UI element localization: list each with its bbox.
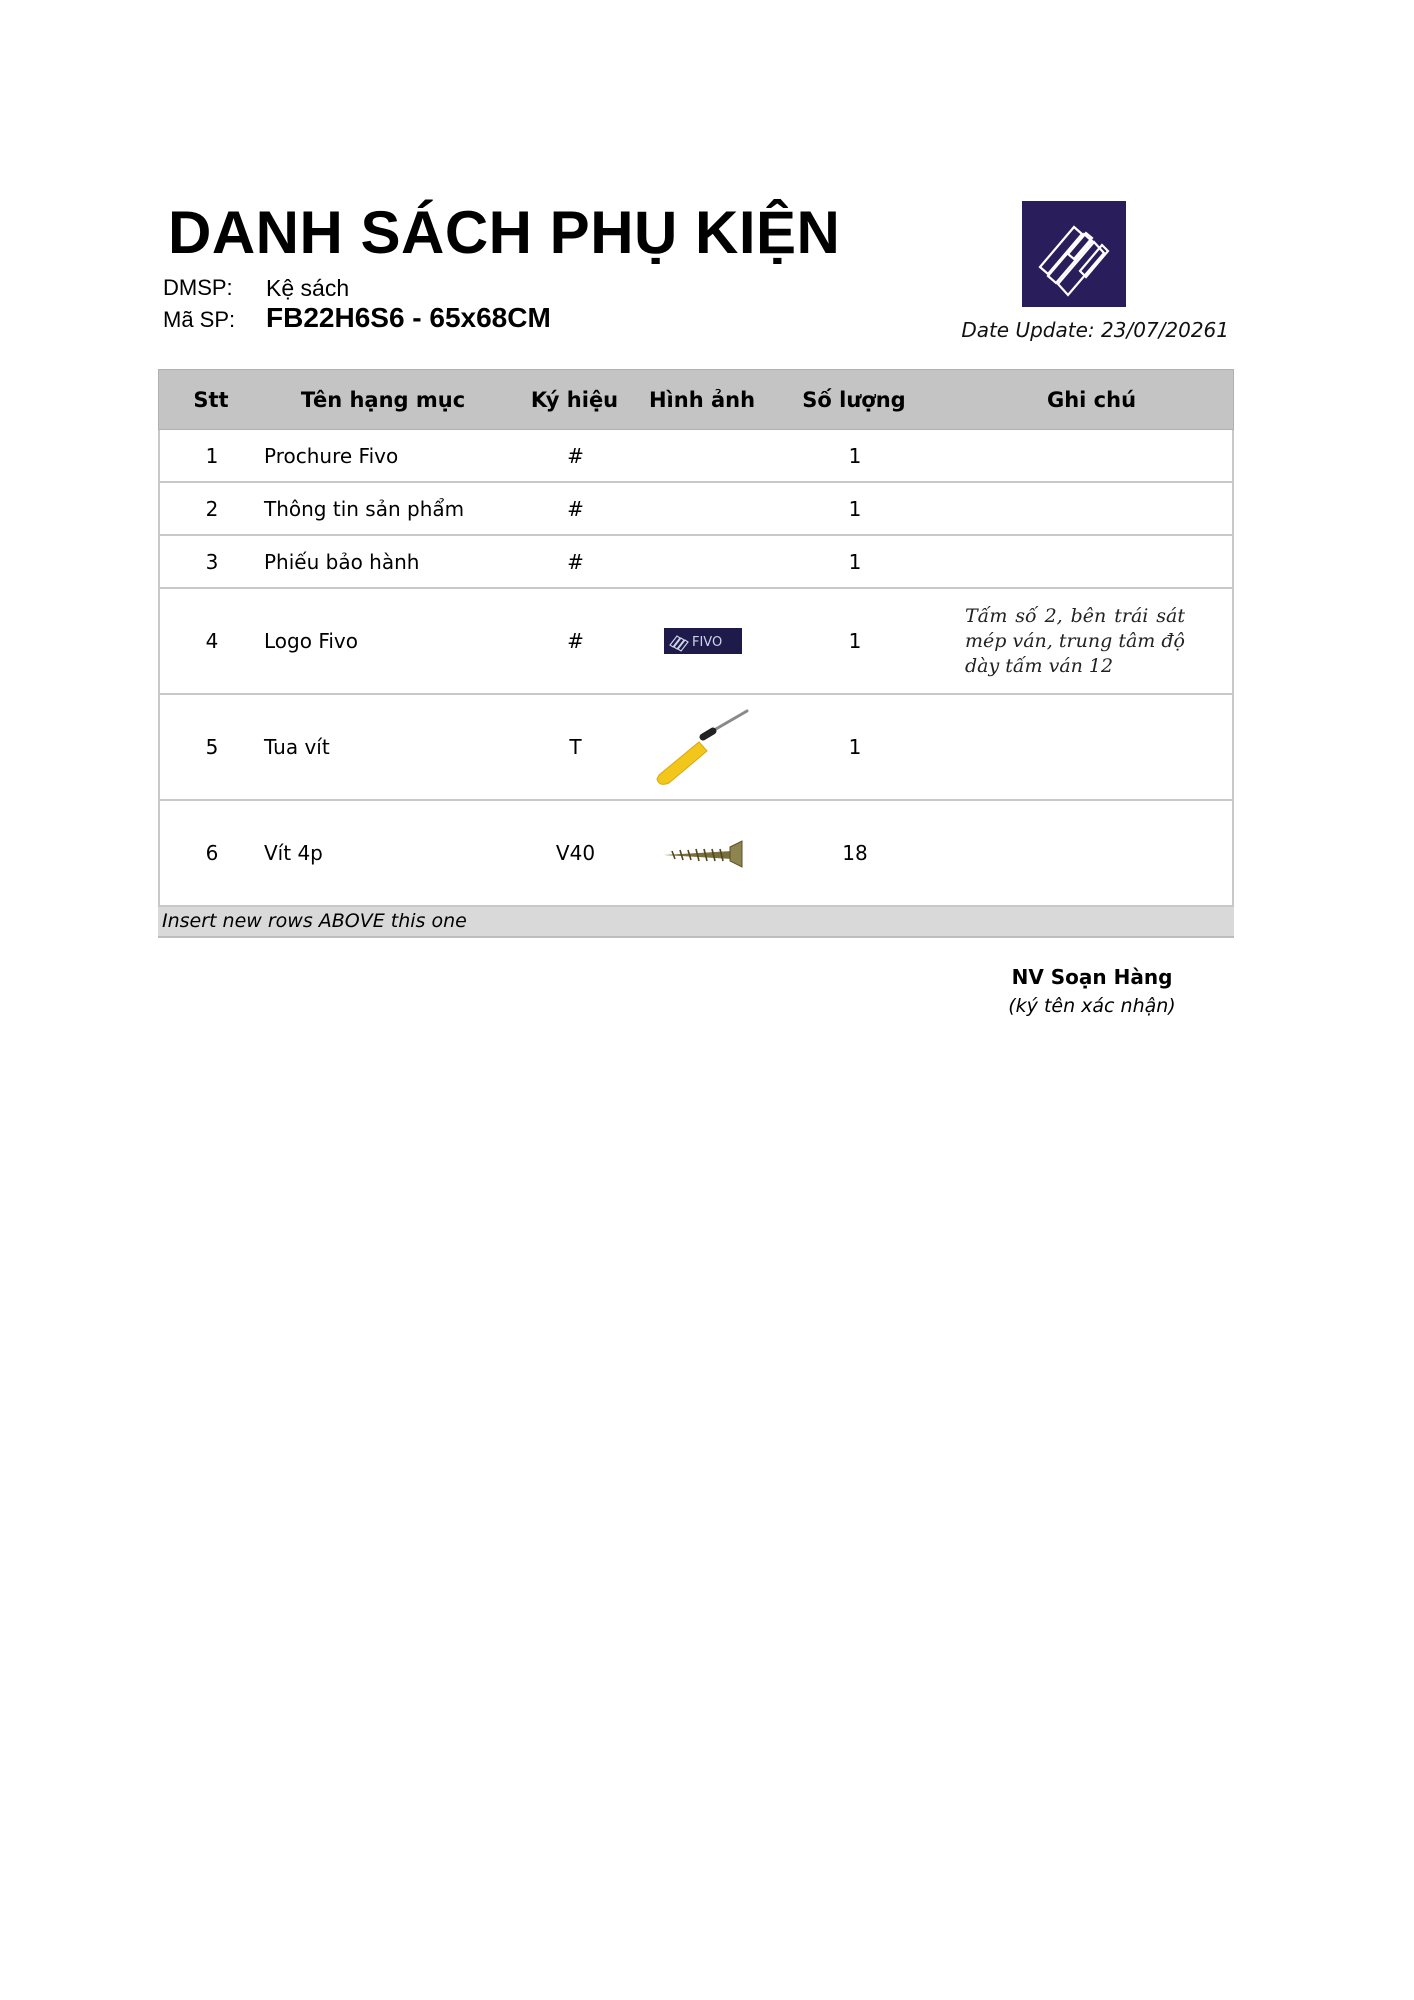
signer-title: NV Soạn Hàng: [1011, 965, 1173, 989]
row-symbol: #: [567, 549, 584, 574]
table-row: [158, 801, 1234, 907]
row-quantity: 1: [848, 496, 862, 521]
masp-value: FB22H6S6 - 65x68CM: [266, 302, 551, 333]
screw-icon: [658, 833, 748, 873]
dmsp-value: Kệ sách: [266, 275, 350, 301]
table-row: [158, 483, 1234, 536]
row-stt: 2: [205, 496, 219, 521]
header-name: Tên hạng mục: [300, 387, 466, 412]
document-title: DANH SÁCH PHỤ KIỆN: [168, 199, 841, 266]
table-row: [158, 536, 1234, 589]
row-image: [647, 833, 759, 873]
row-stt: 6: [205, 841, 219, 865]
row-symbol: #: [567, 443, 584, 468]
row-stt: 1: [205, 443, 219, 468]
row-image: [647, 628, 759, 654]
accessory-table: [158, 369, 1234, 938]
header-image: Hình ảnh: [648, 387, 756, 412]
table-row: [158, 589, 1234, 695]
fivo-plate-text: FIVO: [692, 635, 723, 650]
row-symbol: V40: [555, 841, 596, 865]
fivo-logo-plate-icon: [664, 628, 742, 654]
row-symbol: T: [569, 735, 582, 759]
row-quantity: 18: [842, 841, 868, 865]
row-quantity: 1: [848, 735, 862, 759]
row-stt: 4: [205, 629, 219, 653]
header-stt: Stt: [193, 387, 229, 412]
screwdriver-icon: [651, 707, 755, 787]
row-stt: 5: [205, 735, 219, 759]
row-symbol: #: [567, 629, 584, 653]
row-quantity: 1: [848, 549, 862, 574]
header-quantity: Số lượng: [802, 387, 906, 412]
date-update: Date Update: 23/07/20261: [961, 318, 1229, 342]
row-name: Phiếu bảo hành: [264, 549, 420, 574]
signer-instruction: (ký tên xác nhận): [1008, 995, 1176, 1017]
dmsp-label: DMSP:: [163, 275, 233, 300]
table-row: [158, 695, 1234, 801]
row-name: Tua vít: [264, 735, 330, 759]
row-name: Vít 4p: [264, 841, 323, 865]
row-quantity: 1: [848, 629, 862, 653]
row-symbol: #: [567, 496, 584, 521]
row-name: Thông tin sản phẩm: [264, 496, 465, 521]
row-image: [647, 707, 759, 787]
masp-label: Mã SP:: [163, 307, 236, 332]
table-header: [158, 369, 1234, 430]
insert-rows-note: Insert new rows ABOVE this one: [158, 907, 1234, 938]
signature-block: [942, 965, 1242, 1017]
row-quantity: 1: [848, 443, 862, 468]
row-stt: 3: [205, 549, 219, 574]
row-name: Prochure Fivo: [264, 443, 399, 468]
header-note: Ghi chú: [1046, 387, 1137, 412]
header-symbol: Ký hiệu: [530, 387, 619, 412]
row-note: Tấm số 2, bên trái sát mép ván, trung tâm độ dày tấm ván 12: [965, 604, 1185, 677]
table-row: [158, 430, 1234, 483]
row-name: Logo Fivo: [264, 629, 358, 653]
fivo-logo-icon: [1022, 201, 1126, 307]
